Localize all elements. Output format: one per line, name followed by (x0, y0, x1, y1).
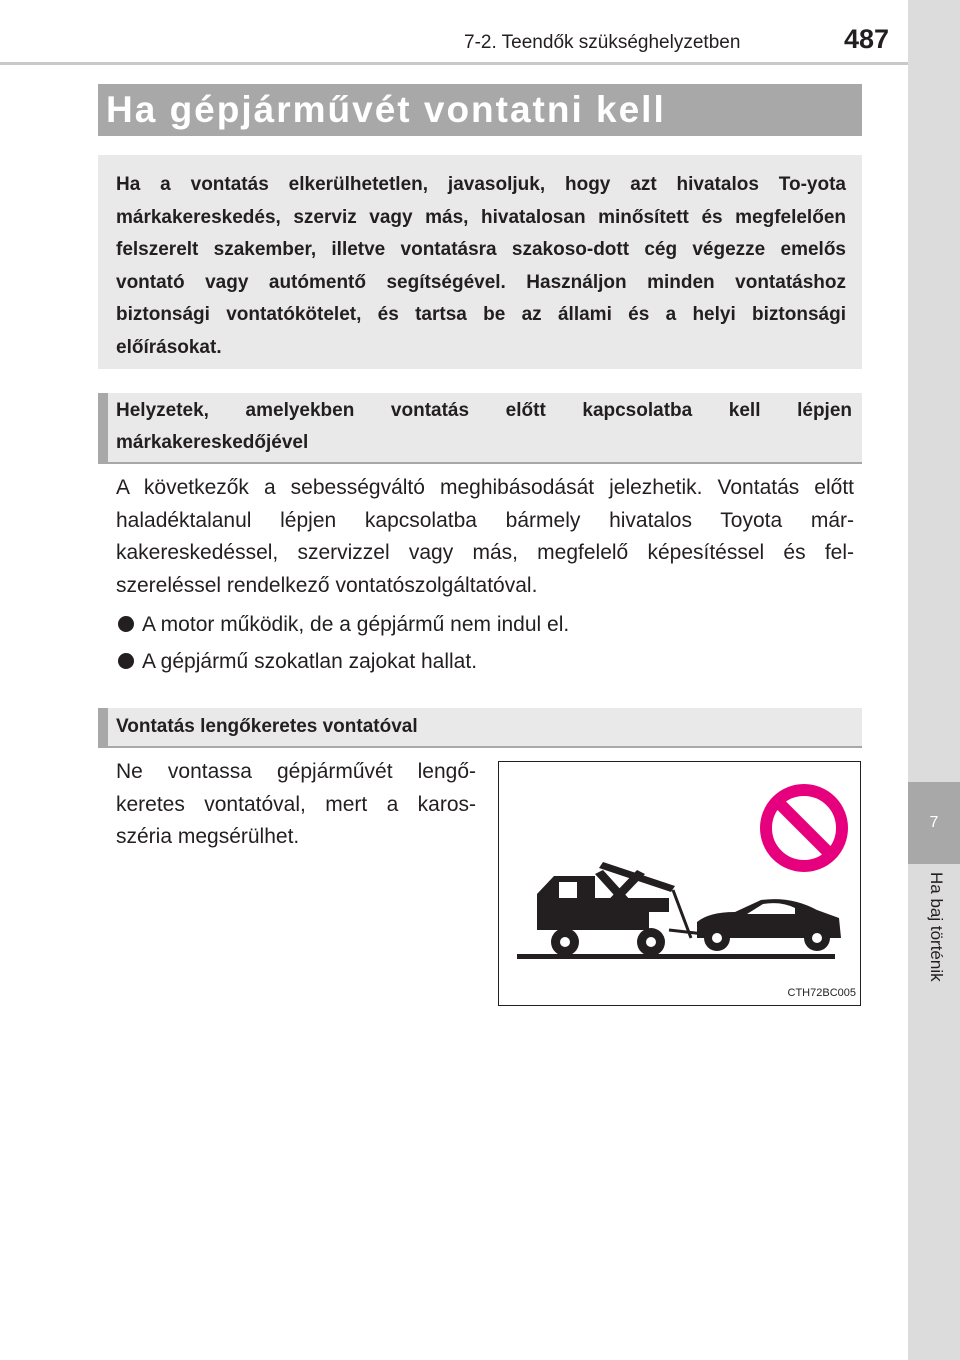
intro-text: Ha a vontatás elkerülhetetlen, javasoljuk, hogy azt hivatalos To-yota márkakereskedés, szerviz vagy más, hivatalosan minősített és megfelelően felszerelt szakember, illetve vontatásra szakoso-dott cég végezze emelős vontató vagy autómentő segítségével. Használjon minden vontatáshoz biztonsági vontatókötelet, és tartsa be az állami és a helyi biztonsági előírásokat. (116, 174, 846, 358)
list-item (118, 646, 477, 678)
list-item (118, 609, 569, 641)
section1-paragraph: A következők a sebességváltó meghibásodását jelezhetik. Vontatás előtt haladéktalanul lépjen kapcsolatba bármely hivatalos Toyota már-kakereskedéssel, szervizzel vagy más, megfelelő képesítéssel és fel-szereléssel rendelkező vontatószolgáltatóval. (116, 476, 854, 597)
section-heading-text: Helyzetek, amelyekben vontatás előtt kapcsolatba kell lépjen márkakereskedőjével (116, 400, 852, 453)
page-number: 487 (844, 24, 890, 54)
figure-code: CTH72BC005 (787, 987, 856, 999)
list-item-text: A gépjármű szokatlan zajokat hallat. (142, 650, 478, 673)
list-item-text: A motor működik, de a gépjármű nem indul el. (142, 613, 570, 636)
intro-panel (98, 155, 862, 369)
running-header-section-title: 7-2. Teendők szükséghelyzetben (464, 32, 741, 53)
page-title-bar (98, 84, 862, 136)
section-heading-sling-tow (98, 708, 862, 748)
page-title: Ha gépjárművét vontatni kell (106, 89, 666, 130)
header-divider (0, 62, 908, 65)
chapter-number-tab: 7 (908, 782, 960, 864)
bullet-icon (118, 653, 134, 669)
tow-truck-figure (498, 761, 861, 1006)
side-thumb-strip (908, 0, 960, 1360)
section-heading-text: Vontatás lengőkeretes vontatóval (116, 716, 418, 737)
section-heading-dealer-contact (98, 393, 862, 464)
chapter-title-vertical: Ha baj történik (927, 872, 946, 982)
section2-paragraph: Ne vontassa gépjárművét lengő-keretes vontatóval, mert a karos-széria megsérülhet. (116, 760, 476, 848)
prohibition-icon (766, 790, 842, 866)
bullet-icon (118, 616, 134, 632)
sling-tow-truck-illustration (499, 762, 860, 1005)
